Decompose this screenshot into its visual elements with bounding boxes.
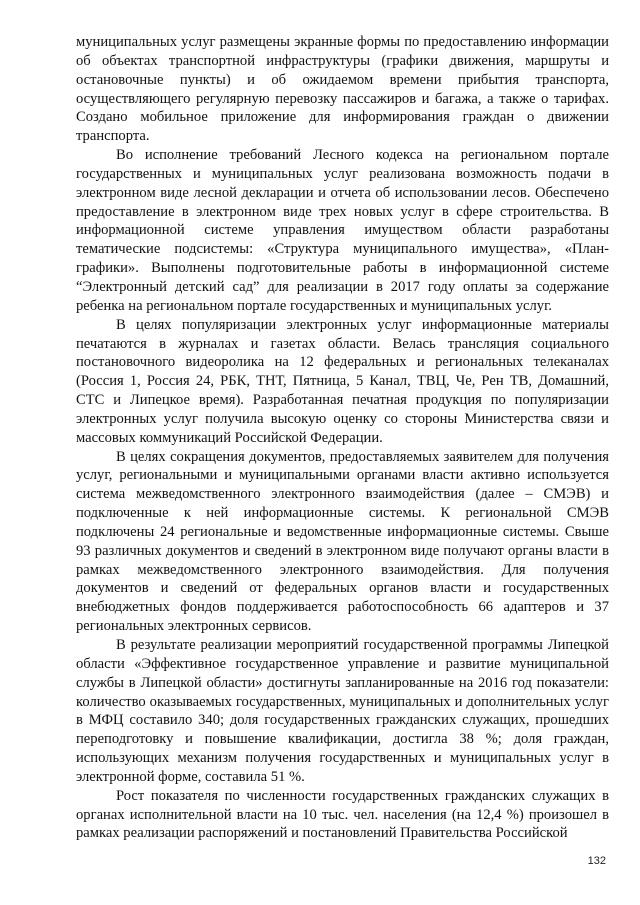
paragraph-program-results: В результате реализации мероприятий государственной программы Липецкой области «Эффективное государственное управление и развитие муниципальной службы в Липецкой области» достигнуты запланированные на 2016 год показатели: количество оказываемых государственных, муниципальных и дополнительных услуг в МФЦ составило 340; доля государственных гражданских служащих, прошедших переподготовку и повышение квалификации, достигла 38 %; доля граждан, использующих механизм получения государственных и муниципальных услуг в электронной форме, составила 51 %. [76,637,609,785]
paragraph-popularization: В целях популяризации электронных услуг информационные материалы печатаются в журналах и газетах области. Велась трансляция социального постановочного видеоролика на 12 федеральных и региональных телеканалах (Россия 1, Россия 24, РБК, ТНТ, Пятница, 5 Канал, ТВЦ, Че, Рен ТВ, Домашний, СТС и Липецкое время). Разработанная печатная продукция по популяризации электронных услуг получила высокую оценку со стороны Министерства связи и массовых коммуникаций Российской Федерации. [76,316,609,446]
paragraph-smev: В целях сокращения документов, предоставляемых заявителем для получения услуг, региональными и муниципальными органами власти активно используется система межведомственного электронного взаимодействия (далее – СМЭВ) и подключенные к ней информационные системы. К региональной СМЭВ подключены 24 региональные и ведомственные информационные системы. Свыше 93 различных документов и сведений в электронном виде получают органы власти в рамках межведомственного электронного взаимодействия. Для получения документов и сведений от федеральных органов власти и государственных внебюджетных фондов поддерживается работоспособность 66 адаптеров и 37 региональных электронных сервисов. [76,448,609,635]
paragraph-forest-code: Во исполнение требований Лесного кодекса на региональном портале государственных и муниципальных услуг реализована возможность подачи в электронном виде лесной декларации и отчета об использовании лесов. Обеспечено предоставление в электронном виде трех новых услуг в сфере строительства. В информационной системе управления имуществом области разработаны тематические подсистемы: «Структура муниципального имущества», «План-графики». Выполнены подготовительные работы в информационной системе “Электронный детский сад” для реализации в 2017 году оплаты за содержание ребенка на региональном портале государственных и муниципальных услуг. [76,147,609,314]
page-number: 132 [587,855,606,867]
paragraph-transport-continuation: муниципальных услуг размещены экранные формы по предоставлению информации об объектах транспортной инфраструктуры (графики движения, маршруты и остановочные пункты) и об ожидаемом времени прибытия транспорта, осуществляющего регулярную перевозку пассажиров и багажа, а также о тарифах. Создано мобильное приложение для информирования граждан о движении транспорта. [76,34,609,145]
paragraph-civil-servants: Рост показателя по численности государственных гражданских служащих в органах исполнительной власти на 10 тыс. чел. населения (на 12,4 %) произошел в рамках реализации распоряжений и постановлений Правительства Российской [76,787,609,842]
document-body [76,33,609,843]
